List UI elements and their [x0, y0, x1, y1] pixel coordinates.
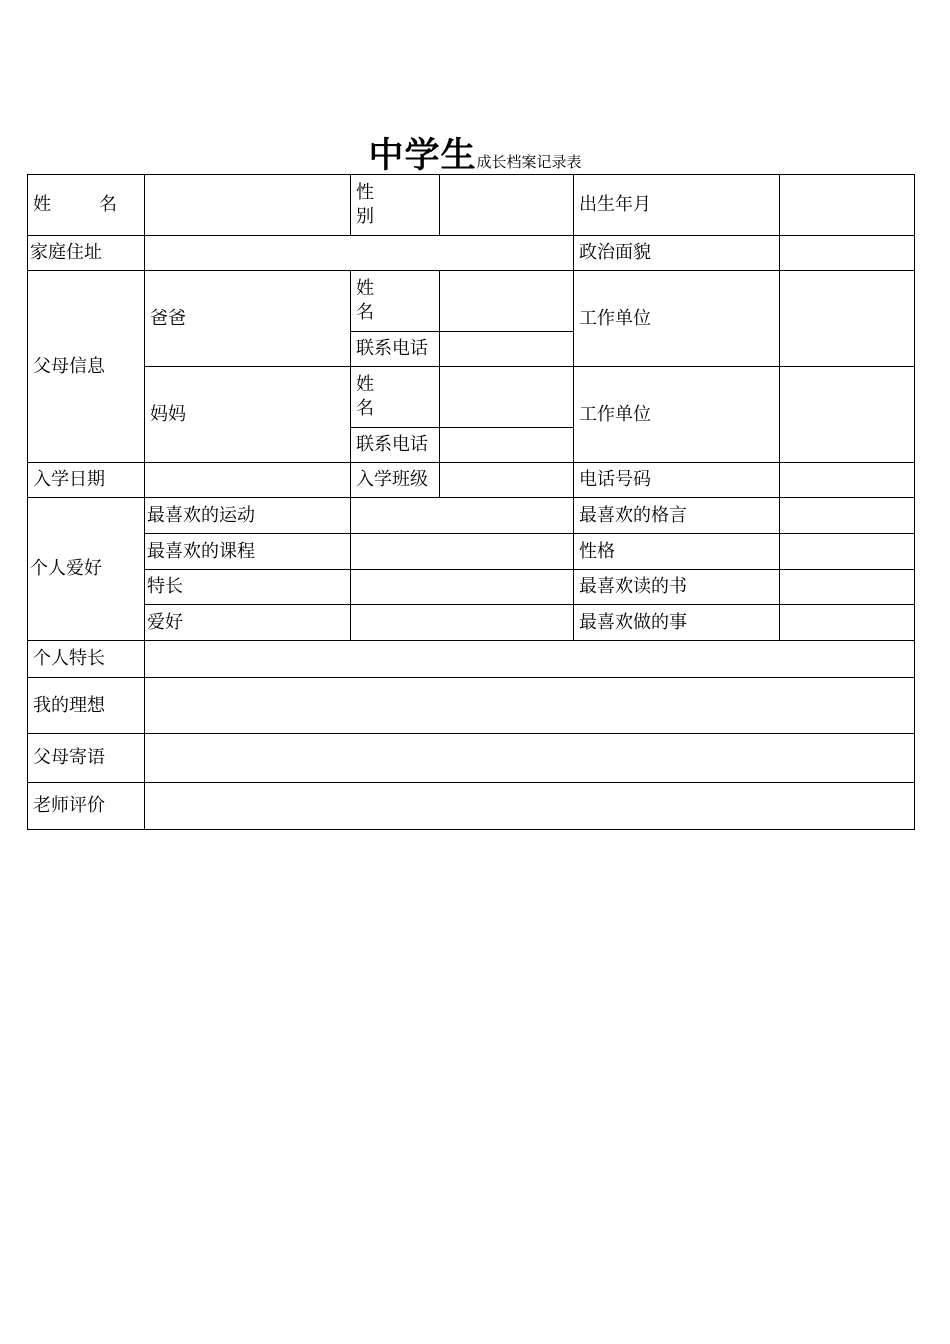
mother-name-label: 姓 名 — [351, 367, 440, 428]
mother-phone-label: 联系电话 — [351, 428, 440, 463]
father-work-value[interactable] — [780, 271, 915, 367]
enroll-date-value[interactable] — [145, 463, 351, 498]
teacher-comment-value[interactable] — [145, 783, 915, 830]
phone-number-label: 电话号码 — [574, 463, 780, 498]
father-phone-label: 联系电话 — [351, 332, 440, 367]
title-sub: 成长档案记录表 — [476, 153, 582, 171]
enroll-class-value[interactable] — [440, 463, 574, 498]
hobbies-group-label: 个人爱好 — [28, 498, 145, 641]
hobby-left-label: 特长 — [145, 570, 351, 605]
birth-label: 出生年月 — [574, 175, 780, 236]
address-label: 家庭住址 — [28, 236, 145, 271]
parents-message-value[interactable] — [145, 734, 915, 783]
specialty-value[interactable] — [145, 641, 915, 678]
mother-label: 妈妈 — [145, 367, 351, 463]
ideal-label: 我的理想 — [28, 678, 145, 734]
specialty-label: 个人特长 — [28, 641, 145, 678]
hobby-left-label: 最喜欢的运动 — [145, 498, 351, 534]
hobby-left-value[interactable] — [351, 534, 574, 570]
hobby-left-value[interactable] — [351, 498, 574, 534]
hobby-right-label: 最喜欢的格言 — [574, 498, 780, 534]
phone-number-value[interactable] — [780, 463, 915, 498]
mother-work-value[interactable] — [780, 367, 915, 463]
mother-name-value[interactable] — [440, 367, 574, 428]
hobby-left-value[interactable] — [351, 605, 574, 641]
political-label: 政治面貌 — [574, 236, 780, 271]
hobby-right-label: 性格 — [574, 534, 780, 570]
father-name-label: 姓 名 — [351, 271, 440, 332]
parents-message-label: 父母寄语 — [28, 734, 145, 783]
hobby-left-label: 爱好 — [145, 605, 351, 641]
birth-value[interactable] — [780, 175, 915, 236]
father-work-label: 工作单位 — [574, 271, 780, 367]
hobby-right-value[interactable] — [780, 605, 915, 641]
name-value[interactable] — [145, 175, 351, 236]
title-main: 中学生 — [368, 135, 477, 176]
address-value[interactable] — [145, 236, 574, 271]
hobby-right-label: 最喜欢做的事 — [574, 605, 780, 641]
ideal-value[interactable] — [145, 678, 915, 734]
hobby-right-label: 最喜欢读的书 — [574, 570, 780, 605]
parents-group-label: 父母信息 — [28, 271, 145, 463]
teacher-comment-label: 老师评价 — [28, 783, 145, 830]
enroll-date-label: 入学日期 — [28, 463, 145, 498]
gender-value[interactable] — [440, 175, 574, 236]
gender-label: 性 别 — [351, 175, 440, 236]
hobby-left-value[interactable] — [351, 570, 574, 605]
hobby-left-label: 最喜欢的课程 — [145, 534, 351, 570]
father-phone-value[interactable] — [440, 332, 574, 367]
name-label: 姓 名 — [28, 175, 145, 236]
political-value[interactable] — [780, 236, 915, 271]
mother-work-label: 工作单位 — [574, 367, 780, 463]
document-title — [0, 128, 950, 178]
father-label: 爸爸 — [145, 271, 351, 367]
father-name-value[interactable] — [440, 271, 574, 332]
mother-phone-value[interactable] — [440, 428, 574, 463]
hobby-right-value[interactable] — [780, 534, 915, 570]
hobby-right-value[interactable] — [780, 498, 915, 534]
hobby-right-value[interactable] — [780, 570, 915, 605]
enroll-class-label: 入学班级 — [351, 463, 440, 498]
growth-record-form — [27, 174, 915, 830]
